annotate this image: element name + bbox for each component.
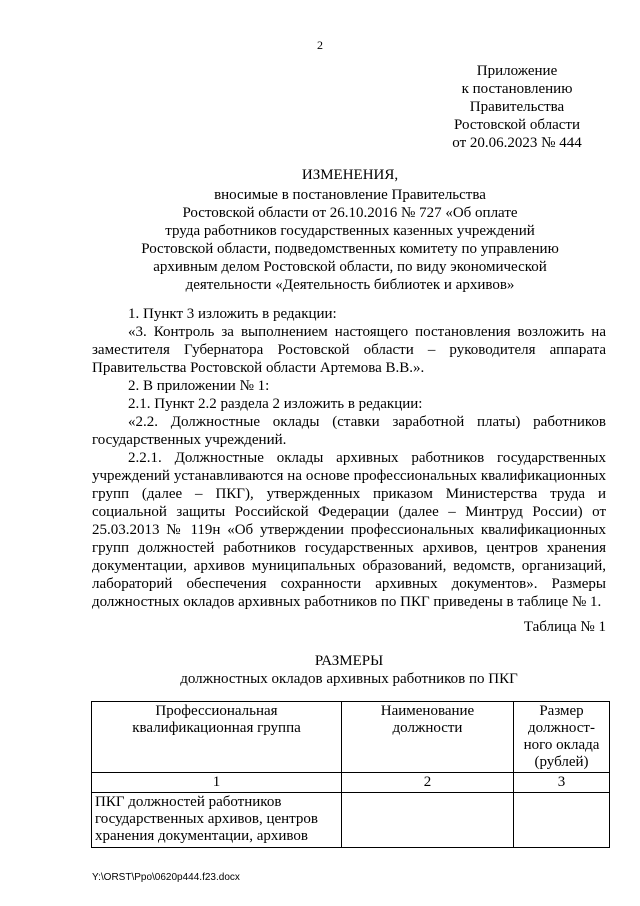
paragraph: 2.2.1. Должностные оклады архивных работников государственных учреждений устанавливаются на основе профессиональных квалификационных групп (далее – ПКГ), утвержденных приказом Министерства труда и социальной защиты Российской Федерации (далее – Минтруд России) от 25.03.2013 № 119н «Об утверждении профессиональных квалификационных групп должностей работников государственных архивов, центров хранения документации, архивов муниципальных образований, ведомств, организаций, лабораторий обеспечения сохранности архивных документов». Размеры должностных окладов архивных работников по ПКГ приведены в таблице № 1. bbox=[92, 450, 606, 610]
appendix-line: Правительства bbox=[469, 99, 565, 115]
appendix-line: Ростовской области bbox=[454, 117, 580, 133]
subtitle-line: деятельности «Деятельность библиотек и архивов» bbox=[185, 277, 515, 293]
subtitle-line: Ростовской области, подведомственных комитету по управлению bbox=[141, 241, 559, 257]
appendix-line: от 20.06.2023 № 444 bbox=[452, 135, 582, 151]
salary-table bbox=[91, 701, 610, 848]
paragraph: 1. Пункт 3 изложить в редакции: bbox=[128, 306, 337, 322]
header-cell: Наименование должности bbox=[342, 702, 514, 773]
table-caption: Таблица № 1 bbox=[523, 619, 606, 635]
document-subtitle bbox=[90, 186, 610, 294]
column-number-cell: 2 bbox=[342, 773, 514, 793]
table-row bbox=[92, 793, 610, 848]
table-header-row bbox=[92, 702, 610, 773]
appendix-block bbox=[452, 62, 582, 152]
paragraph: «3. Контроль за выполнением настоящего постановления возложить на заместителя Губернатора Ростовской области – руководителя аппарата Правительства Ростовской области Артемова В.В.». bbox=[92, 324, 606, 376]
header-cell: Размер должност-ного оклада (рублей) bbox=[514, 702, 610, 773]
column-number-cell: 1 bbox=[92, 773, 342, 793]
table-cell: ПКГ должностей работников государственных архивов, центров хранения документации, архивов bbox=[92, 793, 342, 848]
subtitle-line: Ростовской области от 26.10.2016 № 727 «Об оплате bbox=[182, 205, 518, 221]
subtitle-line: архивным делом Ростовской области, по виду экономической bbox=[153, 259, 547, 275]
appendix-line: к постановлению bbox=[461, 81, 573, 97]
appendix-line: Приложение bbox=[476, 63, 558, 79]
header-cell: Профессиональная квалификационная группа bbox=[92, 702, 342, 773]
document-title: ИЗМЕНЕНИЯ, bbox=[301, 167, 399, 183]
table-cell bbox=[514, 793, 610, 848]
subtitle-line: труда работников государственных казенных учреждений bbox=[165, 223, 535, 239]
document-body bbox=[92, 305, 606, 611]
subtitle-line: вносимые в постановление Правительства bbox=[214, 187, 486, 203]
page-number: 2 bbox=[317, 38, 323, 52]
paragraph: 2.1. Пункт 2.2 раздела 2 изложить в редакции: bbox=[128, 396, 423, 412]
table-title: РАЗМЕРЫ bbox=[314, 653, 384, 669]
table-subtitle: должностных окладов архивных работников по ПКГ bbox=[180, 671, 518, 687]
column-number-cell: 3 bbox=[514, 773, 610, 793]
table-cell bbox=[342, 793, 514, 848]
table-number-row bbox=[92, 773, 610, 793]
file-path-footer: Y:\ORST\Ppo\0620p444.f23.docx bbox=[92, 872, 240, 883]
paragraph: «2.2. Должностные оклады (ставки заработной платы) работников государственных учреждений. bbox=[92, 414, 606, 448]
paragraph: 2. В приложении № 1: bbox=[128, 378, 270, 394]
